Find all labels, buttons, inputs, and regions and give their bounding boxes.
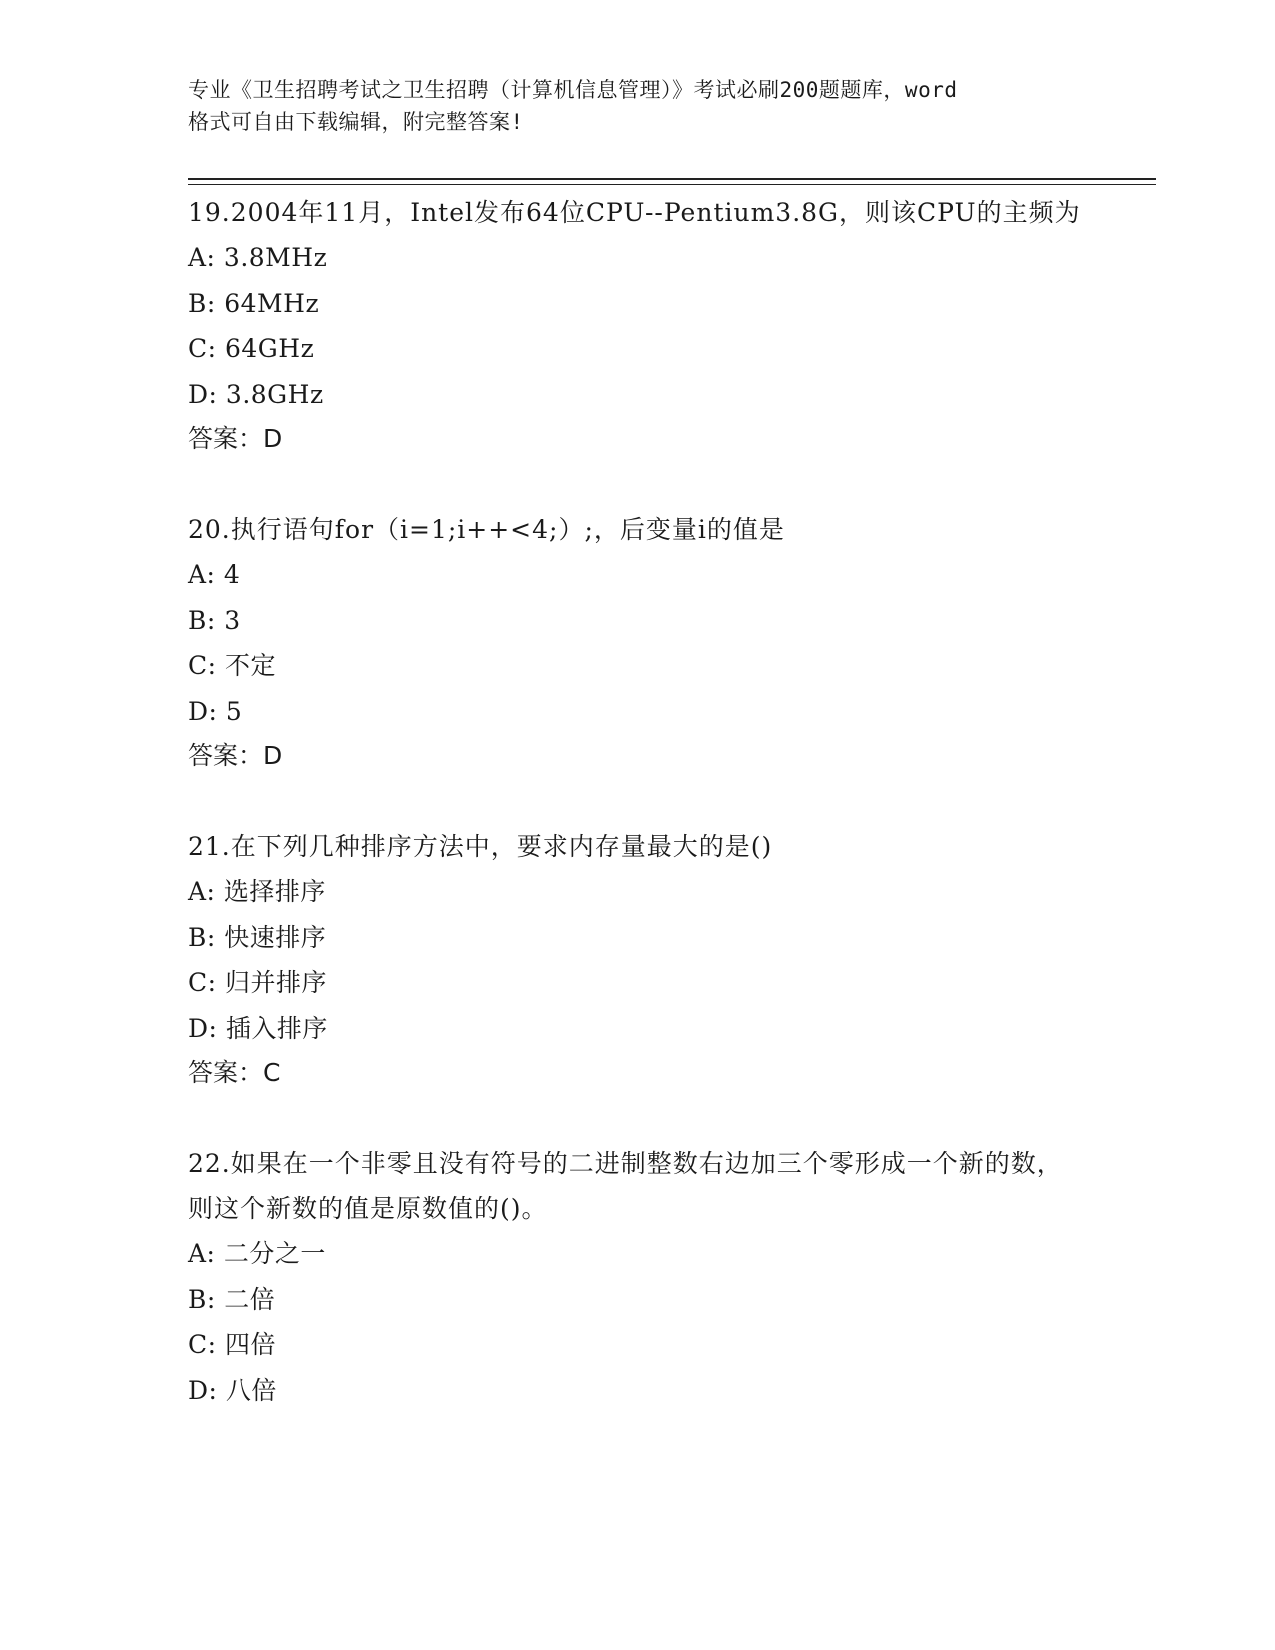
option-c: C: 归并排序 — [188, 968, 327, 997]
option-a: A: 4 — [188, 560, 241, 589]
question-20 — [188, 507, 1088, 778]
answer: 答案：C — [188, 1058, 281, 1087]
question-stem: 21.在下列几种排序方法中，要求内存量最大的是() — [188, 832, 773, 861]
question-19 — [188, 190, 1088, 461]
option-d: D: 八倍 — [188, 1375, 277, 1405]
question-stem: 22.如果在一个非零且没有符号的二进制整数右边加三个零形成一个新的数，则这个新数的值是原数值的()。 — [188, 1149, 1063, 1223]
question-stem: 19.2004年11月，Intel发布64位CPU--Pentium3.8G，则该CPU的主频为 — [188, 198, 1081, 227]
option-c: C: 不定 — [188, 651, 276, 680]
option-a: A: 3.8MHz — [188, 243, 328, 272]
option-a: A: 选择排序 — [188, 877, 326, 906]
answer: 答案：D — [188, 424, 283, 453]
header-line-1: 专业《卫生招聘考试之卫生招聘（计算机信息管理）》考试必刷200题题库，word — [188, 78, 958, 102]
option-a: A: 二分之一 — [188, 1239, 326, 1268]
option-b: B: 二倍 — [188, 1284, 276, 1314]
option-b: B: 3 — [188, 605, 241, 635]
header-line-2: 格式可自由下载编辑，附完整答案! — [188, 110, 524, 134]
document-header — [188, 74, 1088, 138]
question-22 — [188, 1141, 1088, 1413]
option-d: D: 3.8GHz — [188, 379, 324, 409]
option-b: B: 64MHz — [188, 288, 320, 318]
question-list — [188, 190, 1088, 1459]
option-b: B: 快速排序 — [188, 922, 327, 952]
answer: 答案：D — [188, 741, 283, 770]
option-c: C: 四倍 — [188, 1330, 276, 1359]
option-d: D: 5 — [188, 696, 243, 726]
question-21 — [188, 824, 1088, 1095]
option-d: D: 插入排序 — [188, 1013, 328, 1043]
option-c: C: 64GHz — [188, 334, 315, 363]
header-divider-thin — [188, 184, 1156, 185]
header-divider-thick — [188, 178, 1156, 180]
question-stem: 20.执行语句for（i=1;i++<4;）;，后变量i的值是 — [188, 515, 785, 544]
